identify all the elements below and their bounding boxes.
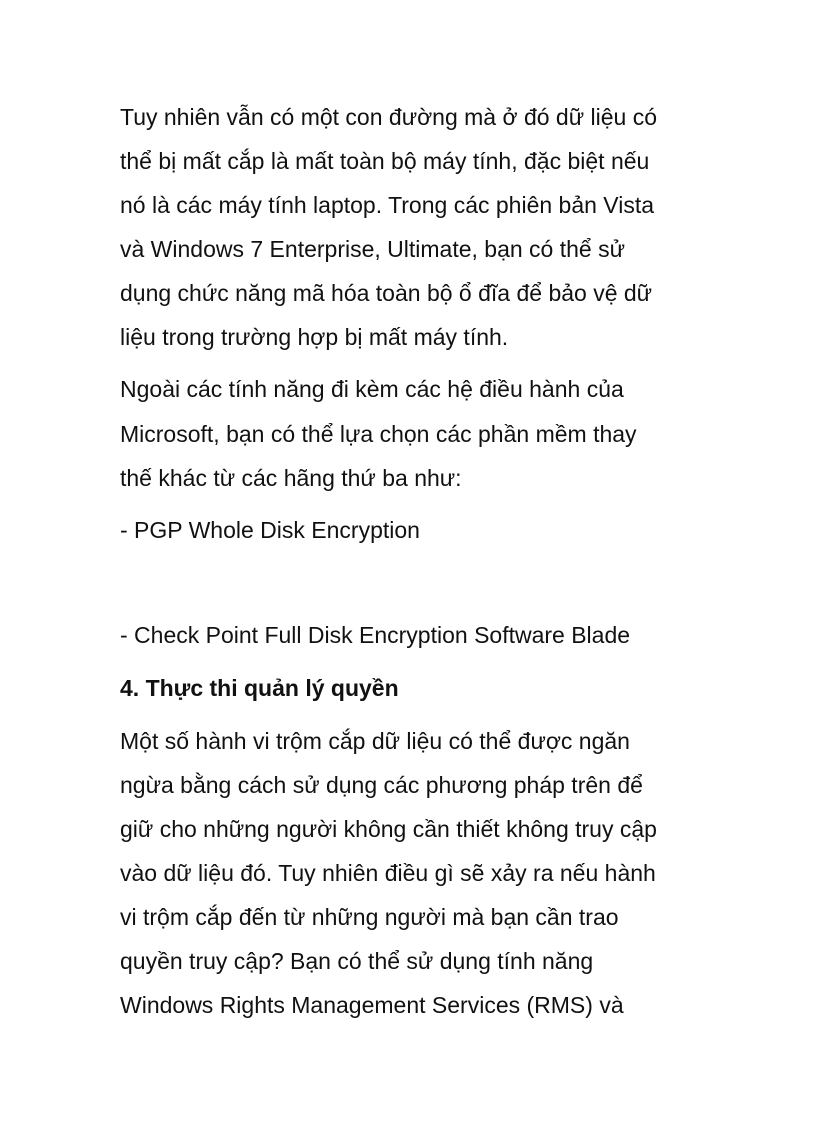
text-line: giữ cho những người không cần thiết không truy cập (120, 816, 657, 842)
text-line: Ngoài các tính năng đi kèm các hệ điều hành của (120, 376, 624, 402)
text-line: thế khác từ các hãng thứ ba như: (120, 465, 462, 491)
text-line: liệu trong trường hợp bị mất máy tính. (120, 324, 509, 350)
text-line: dụng chức năng mã hóa toàn bộ ổ đĩa để bảo vệ dữ (120, 280, 653, 306)
text-line: Microsoft, bạn có thể lựa chọn các phần mềm thay (120, 421, 637, 447)
text-line: vào dữ liệu đó. Tuy nhiên điều gì sẽ xảy ra nếu hành (120, 860, 656, 886)
text-line: Windows Rights Management Services (RMS) và (120, 992, 624, 1018)
text-line: Tuy nhiên vẫn có một con đường mà ở đó dữ liệu có (120, 104, 657, 130)
text-line: Một số hành vi trộm cắp dữ liệu có thể được ngăn (120, 728, 630, 754)
list-item: - Check Point Full Disk Encryption Software Blade (120, 622, 631, 648)
text-line: quyền truy cập? Bạn có thể sử dụng tính năng (120, 948, 594, 974)
text-line: và Windows 7 Enterprise, Ultimate, bạn có thể sử (120, 236, 626, 262)
text-line: ngừa bằng cách sử dụng các phương pháp trên để (120, 772, 643, 798)
section-heading: 4. Thực thi quản lý quyền (120, 675, 399, 701)
list-item: - PGP Whole Disk Encryption (120, 517, 420, 543)
text-line: thể bị mất cắp là mất toàn bộ máy tính, đặc biệt nếu (120, 148, 650, 174)
text-line: vi trộm cắp đến từ những người mà bạn cần trao (120, 904, 619, 930)
text-line: nó là các máy tính laptop. Trong các phiên bản Vista (120, 192, 655, 218)
